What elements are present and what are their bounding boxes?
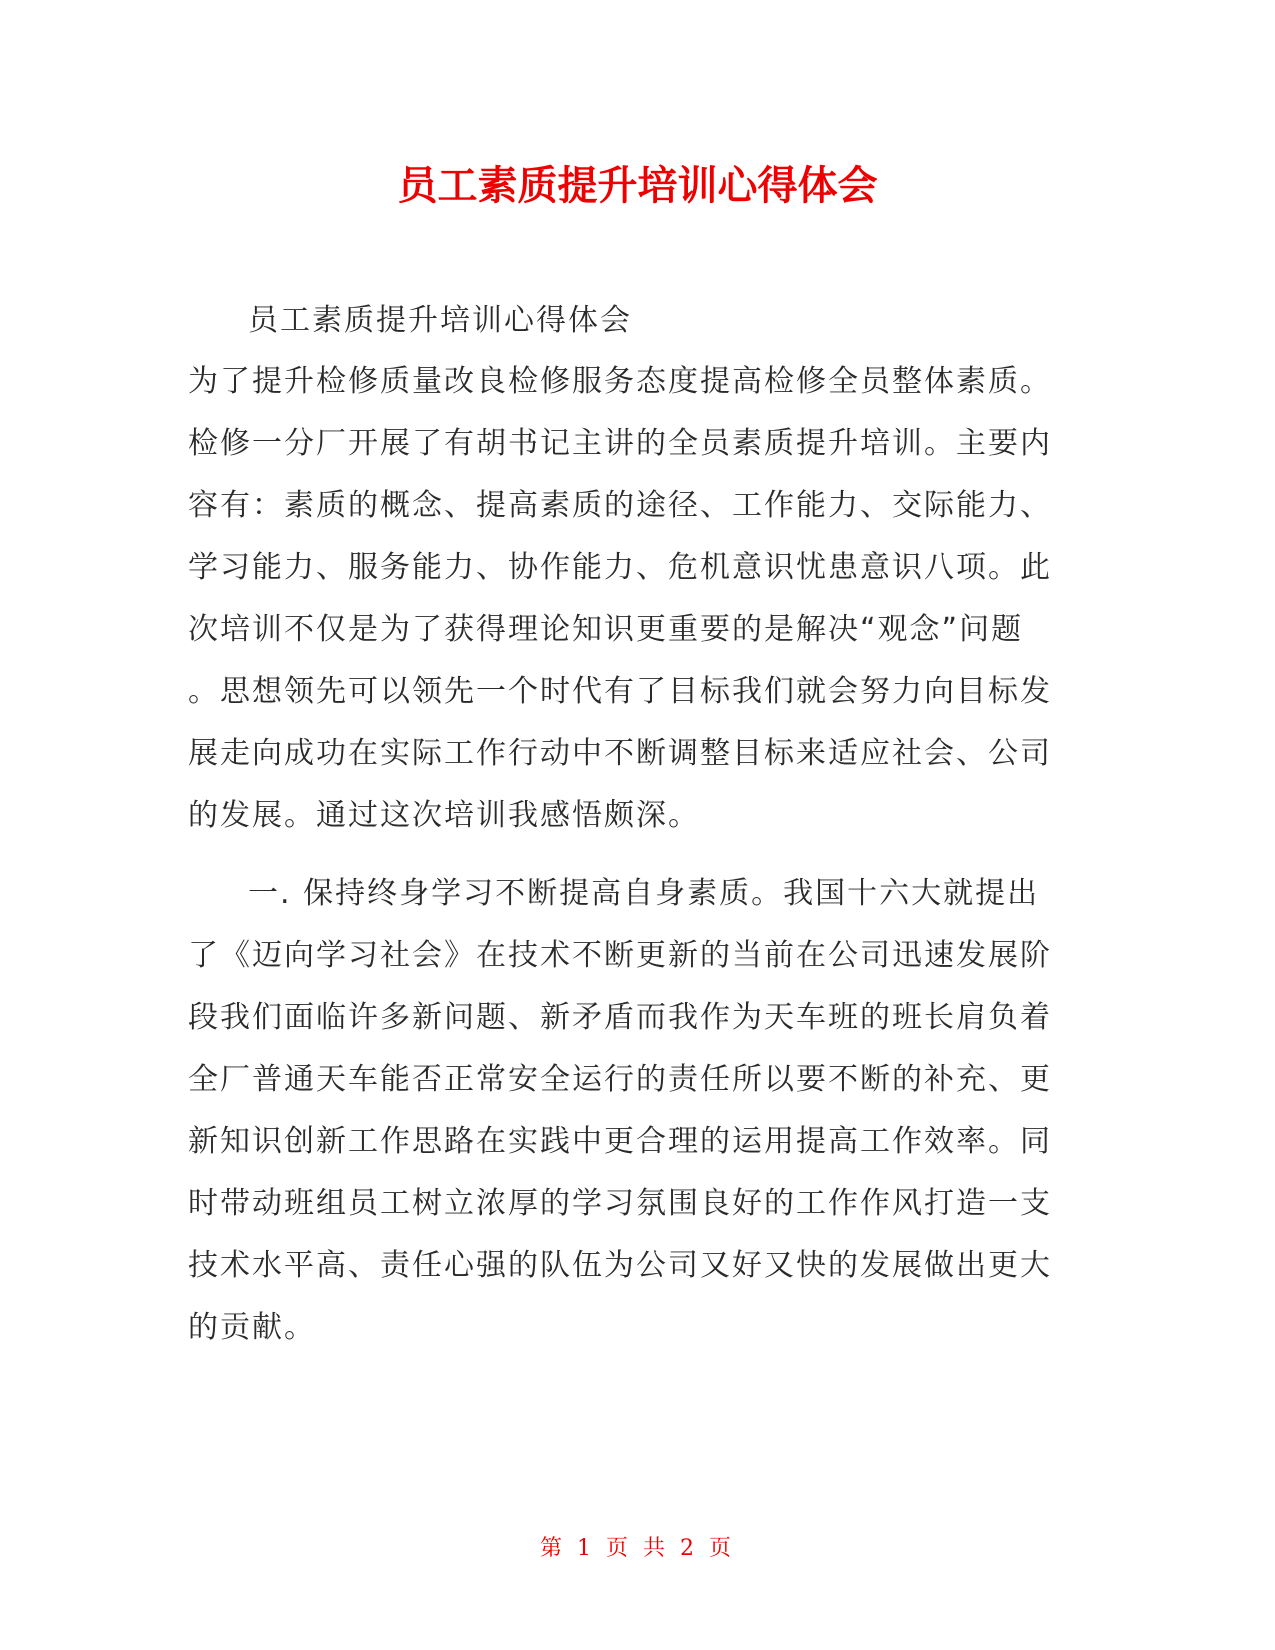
paragraph-line: 的贡献。 [188,1310,316,1345]
paragraph-line: 次培训不仅是为了获得理论知识更重要的是解决“观念”问题 [188,612,1024,647]
paragraph-line: 段我们面临许多新问题、新矛盾而我作为天车班的班长肩负着 [188,1000,1052,1035]
paragraph-line: 了《迈向学习社会》在技术不断更新的当前在公司迅速发展阶 [188,938,1052,973]
paragraph-line: 时带动班组员工树立浓厚的学习氛围良好的工作作风打造一支 [188,1186,1052,1221]
subheading-line: 员工素质提升培训心得体会 [248,303,632,338]
document-title: 员工素质提升培训心得体会 [397,163,878,209]
paragraph-line: 学习能力、服务能力、协作能力、危机意识忧患意识八项。此 [188,550,1052,585]
paragraph-line: 全厂普通天车能否正常安全运行的责任所以要不断的补充、更 [188,1062,1052,1097]
paragraph-line: 展走向成功在实际工作行动中不断调整目标来适应社会、公司 [188,736,1052,771]
paragraph-line: 新知识创新工作思路在实践中更合理的运用提高工作效率。同 [188,1124,1052,1159]
paragraph-line: 容有：素质的概念、提高素质的途径、工作能力、交际能力、 [188,488,1052,523]
paragraph-2 [188,863,1082,1359]
page-number-footer: 第 1 页 共 2 页 [540,1536,735,1561]
document-subheading [188,290,1082,352]
paragraph-line: 的发展。通过这次培训我感悟颇深。 [188,798,700,833]
paragraph-line: 一. 保持终身学习不断提高自身素质。我国十六大就提出 [248,876,1040,911]
paragraph-line: 技术水平高、责任心强的队伍为公司又好又快的发展做出更大 [188,1248,1052,1283]
paragraph-line: 。思想领先可以领先一个时代有了目标我们就会努力向目标发 [188,674,1052,709]
paragraph-line: 检修一分厂开展了有胡书记主讲的全员素质提升培训。主要内 [188,426,1052,461]
paragraph-1 [188,351,1082,847]
paragraph-line: 为了提升检修质量改良检修服务态度提高检修全员整体素质。 [188,364,1052,399]
